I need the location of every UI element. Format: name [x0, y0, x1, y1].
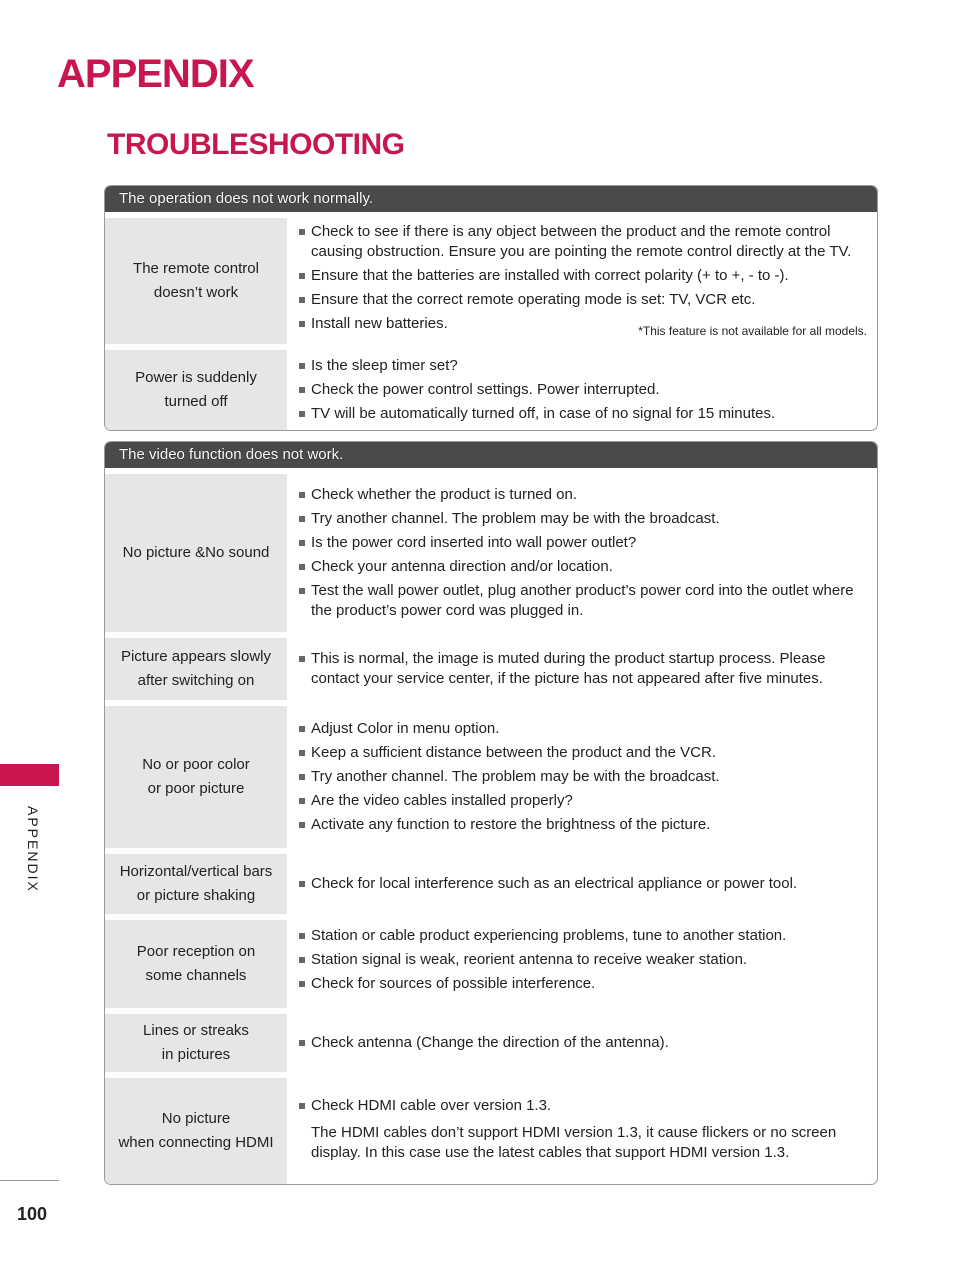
remedy-cell	[287, 350, 877, 430]
list-item	[299, 1033, 867, 1053]
symptom-line: Poor reception on	[136, 943, 256, 960]
symptom-line: Lines or streaks	[143, 1022, 249, 1039]
symptom-line: turned off	[164, 393, 228, 410]
list-item	[299, 1096, 867, 1116]
symptom-cell	[105, 1078, 287, 1184]
table-row	[105, 1078, 877, 1184]
remedy-text: Try another channel. The problem may be with the broadcast.	[311, 768, 720, 785]
remedy-cell	[287, 474, 877, 632]
page-number: 100	[17, 1204, 48, 1224]
square-bullet-icon	[299, 516, 305, 522]
remedy-text: Check HDMI cable over version 1.3.	[311, 1097, 552, 1114]
table-row	[105, 1014, 877, 1072]
video-panel	[104, 441, 878, 1185]
list-item	[299, 743, 867, 763]
symptom-line: The remote control	[133, 260, 259, 277]
square-bullet-icon	[299, 774, 305, 780]
square-bullet-icon	[299, 492, 305, 498]
symptom-line: when connecting HDMI	[118, 1134, 274, 1151]
remedy-cell	[287, 218, 877, 344]
remedy-text: Are the video cables installed properly?	[311, 792, 573, 809]
remedy-text: Check the power control settings. Power interrupted.	[311, 381, 660, 398]
symptom-cell	[105, 706, 287, 848]
square-bullet-icon	[299, 387, 305, 393]
table-row	[105, 920, 877, 1008]
remedy-text: Install new batteries.	[311, 315, 448, 332]
remedy-text: Adjust Color in menu option.	[311, 720, 500, 737]
symptom-line: No picture	[161, 1110, 231, 1127]
symptom-cell	[105, 854, 287, 914]
square-bullet-icon	[299, 981, 305, 987]
remedy-cell	[287, 1078, 877, 1184]
operation-panel	[104, 185, 878, 431]
symptom-line: No or poor color	[142, 756, 250, 773]
list-item	[299, 815, 867, 835]
square-bullet-icon	[299, 656, 305, 662]
list-item	[299, 557, 867, 577]
square-bullet-icon	[299, 411, 305, 417]
remedy-text: Activate any function to restore the brightness of the picture.	[311, 816, 711, 833]
square-bullet-icon	[299, 273, 305, 279]
table-row	[105, 218, 877, 344]
square-bullet-icon	[299, 564, 305, 570]
table-row	[105, 474, 877, 632]
table-row	[105, 706, 877, 848]
symptom-line: Picture appears slowly	[120, 648, 272, 665]
list-item	[299, 974, 867, 994]
list-item	[299, 290, 867, 310]
list-item	[299, 767, 867, 787]
square-bullet-icon	[299, 798, 305, 804]
list-item	[299, 356, 867, 376]
video-panel-header: The video function does not work.	[105, 442, 877, 468]
square-bullet-icon	[299, 881, 305, 887]
square-bullet-icon	[299, 750, 305, 756]
square-bullet-icon	[299, 297, 305, 303]
square-bullet-icon	[299, 957, 305, 963]
remedy-text: Is the power cord inserted into wall power outlet?	[311, 534, 637, 551]
list-item	[299, 950, 867, 970]
square-bullet-icon	[299, 822, 305, 828]
table-row	[105, 350, 877, 430]
remedy-text: Check your antenna direction and/or location.	[311, 558, 613, 575]
footer-divider	[0, 1180, 59, 1181]
square-bullet-icon	[299, 726, 305, 732]
symptom-line: Horizontal/vertical bars	[119, 863, 273, 880]
list-item	[299, 719, 867, 739]
list-item	[299, 874, 867, 894]
square-bullet-icon	[299, 321, 305, 327]
square-bullet-icon	[299, 1040, 305, 1046]
remedy-text: Check whether the product is turned on.	[311, 486, 577, 503]
section-title: TROUBLESHOOTING	[107, 128, 405, 161]
remedy-cell	[287, 920, 877, 1008]
symptom-line: No picture &No sound	[122, 544, 270, 561]
table-row	[105, 854, 877, 914]
list-item	[299, 649, 867, 689]
list-item	[299, 404, 867, 424]
remedy-text: TV will be automatically turned off, in case of no signal for 15 minutes.	[311, 405, 776, 422]
footnote: *This feature is not available for all models.	[638, 324, 867, 338]
remedy-text: Check for local interference such as an electrical appliance or power tool.	[311, 875, 798, 892]
square-bullet-icon	[299, 363, 305, 369]
square-bullet-icon	[299, 229, 305, 235]
symptom-cell	[105, 920, 287, 1008]
remedy-text: Check antenna (Change the direction of the antenna).	[311, 1034, 669, 1051]
symptom-cell	[105, 1014, 287, 1072]
remedy-text: Keep a sufficient distance between the product and the VCR.	[311, 744, 716, 761]
symptom-line: or picture shaking	[136, 887, 256, 904]
symptom-cell	[105, 350, 287, 430]
remedy-cell	[287, 854, 877, 914]
table-row	[105, 638, 877, 700]
remedy-text: Ensure that the correct remote operating mode is set: TV, VCR etc.	[311, 291, 756, 308]
symptom-line: doesn’t work	[153, 284, 239, 301]
list-item	[299, 380, 867, 400]
remedy-text: Is the sleep timer set?	[311, 357, 458, 374]
remedy-text: Check to see if there is any object between the product and the remote control causing obstruction. Ensure you are pointing the remote control directly at the TV.	[311, 223, 852, 260]
square-bullet-icon	[299, 933, 305, 939]
symptom-line: or poor picture	[147, 780, 245, 797]
list-item	[299, 926, 867, 946]
symptom-line: some channels	[145, 967, 247, 984]
list-item	[299, 485, 867, 505]
list-item	[299, 266, 867, 286]
remedy-cell	[287, 638, 877, 700]
symptom-line: in pictures	[161, 1046, 231, 1063]
remedy-text: Try another channel. The problem may be with the broadcast.	[311, 510, 720, 527]
section-tab-marker	[0, 764, 59, 786]
operation-panel-header: The operation does not work normally.	[105, 186, 877, 212]
list-item	[299, 222, 867, 262]
side-section-label: APPENDIX	[25, 806, 41, 893]
remedy-cell	[287, 1014, 877, 1072]
list-item	[299, 533, 867, 553]
square-bullet-icon	[299, 1103, 305, 1109]
symptom-cell	[105, 218, 287, 344]
remedy-note: The HDMI cables don’t support HDMI version 1.3, it cause flickers or no screen display. In this case use the latest cables that support HDMI version 1.3.	[311, 1124, 837, 1161]
list-item	[299, 509, 867, 529]
remedy-text: This is normal, the image is muted during the product startup process. Please contact your service center, if the picture has not appeared after five minutes.	[311, 650, 826, 687]
symptom-line: Power is suddenly	[135, 369, 257, 386]
symptom-cell	[105, 638, 287, 700]
remedy-text: Station or cable product experiencing problems, tune to another station.	[311, 927, 787, 944]
square-bullet-icon	[299, 588, 305, 594]
page-title: APPENDIX	[57, 52, 254, 96]
square-bullet-icon	[299, 540, 305, 546]
remedy-text: Ensure that the batteries are installed with correct polarity (+ to +, - to -).	[311, 267, 789, 284]
remedy-text: Station signal is weak, reorient antenna to receive weaker station.	[311, 951, 748, 968]
remedy-cell	[287, 706, 877, 848]
symptom-line: after switching on	[137, 672, 255, 689]
remedy-text: Check for sources of possible interference.	[311, 975, 596, 992]
symptom-cell	[105, 474, 287, 632]
list-item	[299, 581, 867, 621]
list-item	[299, 791, 867, 811]
remedy-text: Test the wall power outlet, plug another product’s power cord into the outlet where the product’s power cord was plugged in.	[311, 582, 854, 619]
